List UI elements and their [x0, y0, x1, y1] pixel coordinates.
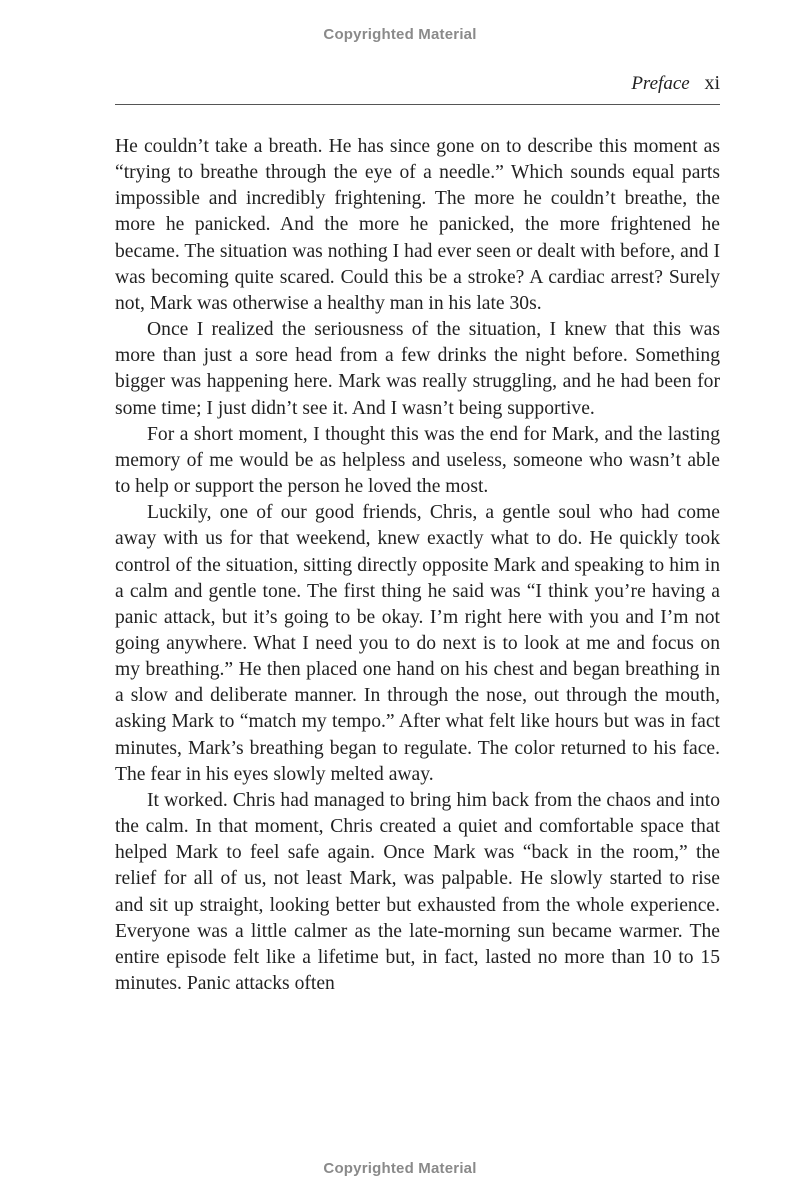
paragraph: He couldn’t take a breath. He has since gone on to describe this moment as “trying to breathe through the eye of a needle.” Which sounds equal parts impossible and incredibly frightening. The more he couldn’t breathe, the more he panicked. And the more he panicked, the more frightened he became. The situation was nothing I had ever seen or dealt with before, and I was becoming quite scared. Could this be a stroke? A cardiac arrest? Surely not, Mark was otherwise a healthy man in his late 30s. — [115, 136, 720, 314]
running-head-section-title: Preface — [631, 73, 690, 94]
copyright-watermark-bottom: Copyrighted Material — [323, 1160, 477, 1177]
paragraph: It worked. Chris had managed to bring him back from the chaos and into the calm. In that moment, Chris created a quiet and comfortable space that helped Mark to feel safe again. Once Mark was “back in the room,” the relief for all of us, not least Mark, was palpable. He slowly started to rise and sit up straight, looking better but exhausted from the whole experience. Everyone was a little calmer as the late-morning sun became warmer. The entire episode felt like a lifetime but, in fact, lasted no more than 10 to 15 minutes. Panic attacks often — [115, 789, 720, 994]
header-rule — [115, 104, 720, 105]
copyright-watermark-top: Copyrighted Material — [323, 26, 477, 43]
paragraph: Luckily, one of our good friends, Chris, a gentle soul who had come away with us for that weekend, knew exactly what to do. He quickly took control of the situation, sitting directly opposite Mark and speaking to him in a calm and gentle tone. The first thing he said was “I think you’re having a panic attack, but it’s going to be okay. I’m right here with you and I’m not going anywhere. What I need you to do next is to look at me and focus on my breathing.” He then placed one hand on his chest and began breathing in a slow and deliberate manner. In through the nose, out through the mouth, asking Mark to “match my tempo.” After what felt like hours but was in fact minutes, Mark’s breathing began to regulate. The color returned to his face. The fear in his eyes slowly melted away. — [115, 502, 720, 785]
running-head — [115, 72, 720, 95]
body-text — [115, 134, 720, 997]
page-number: xi — [704, 72, 720, 94]
paragraph: For a short moment, I thought this was the end for Mark, and the lasting memory of me would be as helpless and useless, someone who wasn’t able to help or support the person he loved the most. — [115, 423, 720, 498]
paragraph: Once I realized the seriousness of the situation, I knew that this was more than just a sore head from a few drinks the night before. Something bigger was happening here. Mark was really struggling, and he had been for some time; I just didn’t see it. And I wasn’t being supportive. — [115, 319, 720, 419]
